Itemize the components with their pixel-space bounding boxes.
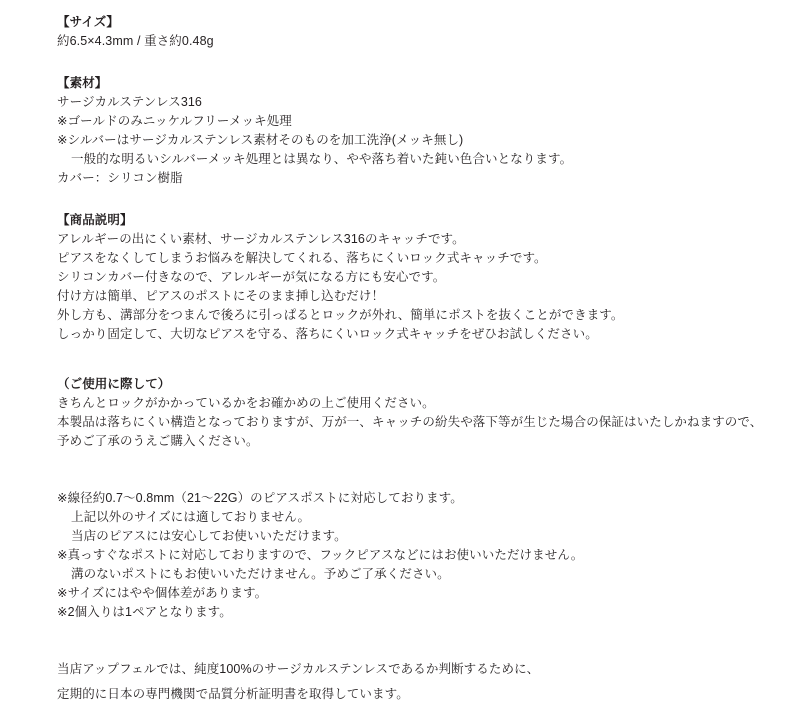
- spacer: [57, 344, 760, 374]
- section-line: 予めご了承のうえご購入ください。: [57, 434, 259, 448]
- section-line: カバー：シリコン樹脂: [57, 171, 183, 185]
- section-line: きちんとロックがかかっているかをお確かめの上ご使用ください。: [57, 396, 435, 410]
- section-line: ※2個入りは1ペアとなります。: [57, 605, 232, 619]
- section-line: 本製品は落ちにくい構造となっておりますが、万が一、キャッチの紛失や落下等が生じた場合の保証はいたしかねますので、: [57, 415, 763, 429]
- section-heading: 【サイズ】: [57, 15, 120, 29]
- section-material: [57, 73, 760, 188]
- spacer: [57, 51, 760, 73]
- section-line: 一般的な明るいシルバーメッキ処理とは異なり、やや落ち着いた鈍い色合いとなります。: [71, 152, 573, 166]
- section-line: ※線径約0.7～0.8mm（21～22G）のピアスポストに対応しております。: [57, 491, 463, 505]
- section-line: ※ゴールドのみニッケルフリーメッキ処理: [57, 114, 292, 128]
- section-description: [57, 210, 760, 344]
- spacer: [57, 188, 760, 210]
- section-size: [57, 12, 760, 51]
- section-line: ※サイズにはやや個体差があります。: [57, 586, 268, 600]
- section-heading: （ご使用に際して）: [57, 377, 171, 391]
- spacer: [57, 451, 760, 489]
- section-heading: 【素材】: [57, 76, 108, 90]
- section-notes: [57, 489, 760, 622]
- section-line: 付け方は簡単、ピアスのポストにそのまま挿し込むだけ！: [57, 289, 385, 303]
- section-line: 定期的に日本の専門機関で品質分析証明書を取得しています。: [57, 687, 409, 701]
- section-line: しっかり固定して、大切なピアスを守る、落ちにくいロック式キャッチをぜひお試しください。: [57, 327, 598, 341]
- section-line: シリコンカバー付きなので、アレルギーが気になる方にも安心です。: [57, 270, 446, 284]
- section-usage: [57, 374, 763, 451]
- section-line: 約6.5×4.3mm / 重さ約0.48g: [57, 34, 214, 48]
- section-line: 当店のピアスには安心してお使いいただけます。: [71, 529, 347, 543]
- section-line: アレルギーの出にくい素材、サージカルステンレス316のキャッチです。: [57, 232, 465, 246]
- spacer: [57, 622, 760, 660]
- section-footer: [57, 660, 760, 704]
- section-line: サージカルステンレス316: [57, 95, 202, 109]
- section-line: ピアスをなくしてしまうお悩みを解決してくれる、落ちにくいロック式キャッチです。: [57, 251, 547, 265]
- section-line: 当店アップフェルでは、純度100%のサージカルステンレスであるか判断するために、: [57, 662, 540, 676]
- section-line: 溝のないポストにもお使いいただけません。予めご了承ください。: [71, 567, 450, 581]
- section-line: 外し方も、溝部分をつまんで後ろに引っぱるとロックが外れ、簡単にポストを抜くことができます。: [57, 308, 624, 322]
- section-line: 上記以外のサイズには適しておりません。: [71, 510, 311, 524]
- section-line: ※シルバーはサージカルステンレス素材そのものを加工洗浄(メッキ無し): [57, 133, 464, 147]
- section-heading: 【商品説明】: [57, 213, 133, 227]
- section-line: ※真っすぐなポストに対応しておりますので、フックピアスなどにはお使いいただけません。: [57, 548, 584, 562]
